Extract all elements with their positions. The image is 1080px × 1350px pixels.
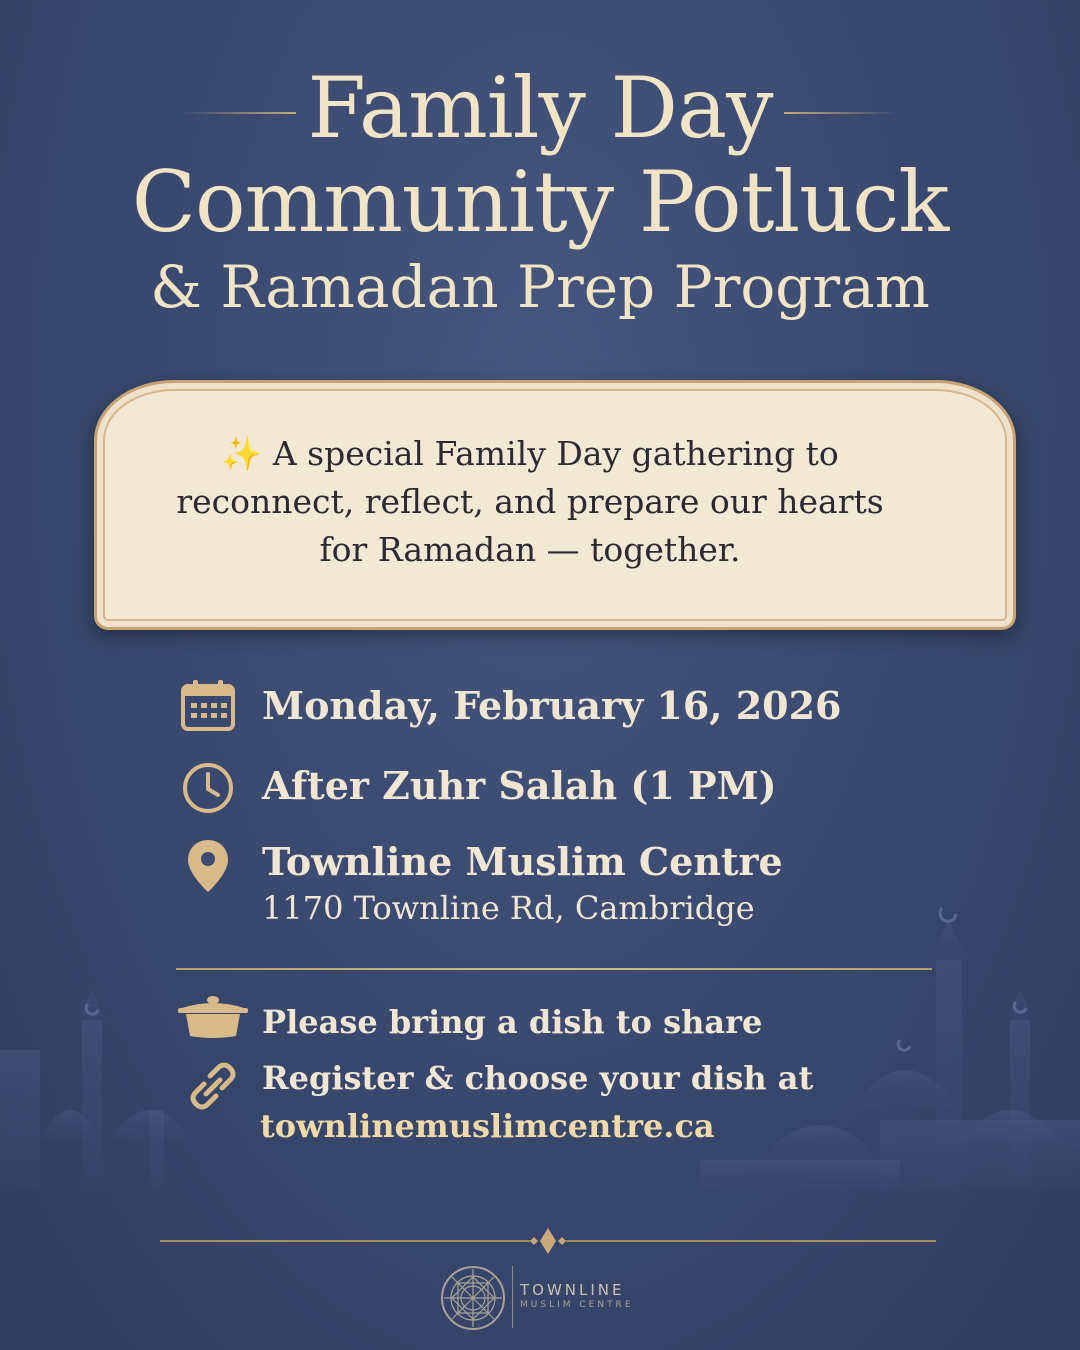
mosque-skyline-silhouette: [0, 880, 1080, 1220]
register-note: Register & choose your dish at: [262, 1059, 814, 1097]
intro-line-1: A special Family Day gathering to: [272, 434, 839, 473]
intro-line-3: for Ramadan — together.: [319, 530, 741, 569]
event-time: After Zuhr Salah (1 PM): [262, 763, 777, 808]
intro-line-2: reconnect, reflect, and prepare our hearts: [176, 482, 884, 521]
title-line-2: Community Potluck: [131, 153, 949, 251]
section-divider: [176, 968, 932, 970]
title-line-1: Family Day: [307, 59, 773, 157]
website-link[interactable]: townlinemuslimcentre.ca: [260, 1107, 715, 1145]
venue-name: Townline Muslim Centre: [262, 839, 783, 884]
sparkle-icon: ✨: [221, 434, 263, 473]
event-date: Monday, February 16, 2026: [262, 683, 842, 728]
logo-subtitle: MUSLIM CENTRE: [520, 1300, 634, 1310]
location-pin-icon: [186, 838, 230, 894]
pot-icon: [176, 992, 250, 1040]
diamond-ornament-icon: [528, 1226, 568, 1256]
calendar-icon: [180, 678, 236, 732]
intro-text: [150, 430, 910, 574]
bring-dish-note: Please bring a dish to share: [262, 1003, 763, 1041]
venue-address: 1170 Townline Rd, Cambridge: [262, 889, 755, 927]
bottom-rule-left: [160, 1240, 530, 1242]
logo-name: TOWNLINE: [520, 1281, 625, 1299]
clock-icon: [180, 760, 236, 816]
logo-emblem: [440, 1265, 506, 1331]
logo-divider: [512, 1266, 513, 1328]
subtitle: & Ramadan Prep Program: [150, 253, 930, 321]
bottom-rule-right: [566, 1240, 936, 1242]
link-icon: [190, 1062, 236, 1110]
